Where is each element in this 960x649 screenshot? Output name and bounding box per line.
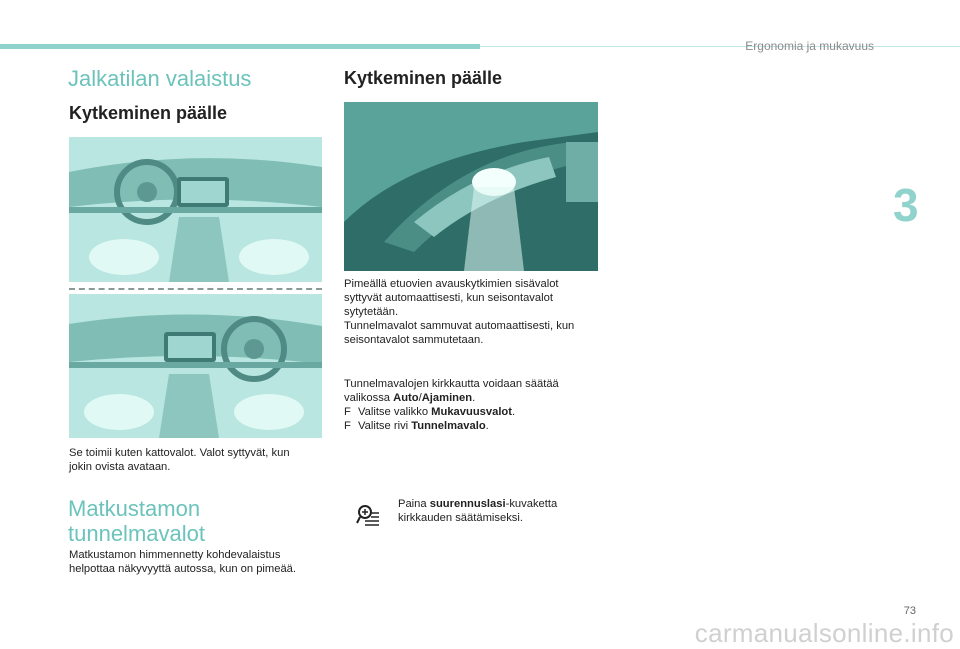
- door-handle-photo: [344, 102, 598, 271]
- magnifier-icon: [356, 503, 382, 529]
- caption-line: jokin ovista avataan.: [69, 461, 171, 473]
- footwell-photo-rhd: [69, 294, 322, 438]
- footwell-photo-lhd: [69, 137, 322, 282]
- body-line: Pimeällä etuovien avauskytkimien sisävalot: [344, 278, 559, 290]
- magnifier-note: [398, 497, 618, 525]
- body-line: Tunnelmavalot sammuvat automaattisesti, kun: [344, 320, 575, 332]
- bullet-icon: F: [344, 420, 351, 432]
- body-line: Matkustamon himmennetty kohdevalaistus: [69, 549, 281, 561]
- bullet-item: F Valitse valikko Mukavuusvalot.: [344, 406, 516, 418]
- body-line: Tunnelmavalojen kirkkautta voidaan säätää: [344, 378, 559, 390]
- interior-light-description: [344, 277, 604, 347]
- section-heading-right: Kytkeminen päälle: [344, 68, 503, 88]
- footwell-caption: [69, 446, 329, 474]
- top-accent-line: [480, 46, 960, 47]
- ambient-description: [69, 548, 329, 576]
- watermark: carmanualsonline.info: [694, 618, 954, 648]
- bullet-item: F Valitse rivi Tunnelmavalo.: [344, 420, 489, 432]
- title-line: tunnelmavalot: [68, 521, 205, 546]
- image-divider: [69, 288, 322, 290]
- body-line: helpottaa näkyvyyttä autossa, kun on pimeää.: [69, 563, 297, 575]
- brightness-instructions: [344, 377, 604, 433]
- bullet-icon: F: [344, 406, 351, 418]
- top-accent-bar: [0, 44, 480, 49]
- section-heading: Kytkeminen päälle: [69, 103, 228, 123]
- body-line: sytytetään.: [344, 306, 399, 318]
- body-line: syttyvät automaattisesti, kun seisontavalot: [344, 292, 553, 304]
- chapter-number: 3: [893, 179, 919, 231]
- body-line: Paina suurennuslasi-kuvaketta: [398, 498, 558, 510]
- page-number: 73: [903, 605, 916, 617]
- caption-line: Se toimii kuten kattovalot. Valot syttyvät, kun: [69, 447, 290, 459]
- page-title: Jalkatilan valaistus: [68, 66, 252, 91]
- section-label: Ergonomia ja mukavuus: [745, 39, 874, 53]
- body-line: kirkkauden säätämiseksi.: [398, 512, 523, 524]
- body-line: seisontavalot sammutetaan.: [344, 334, 484, 346]
- body-line: valikossa Auto/Ajaminen.: [344, 392, 476, 404]
- section-title-ambient: [68, 496, 205, 546]
- title-line: Matkustamon: [68, 496, 201, 521]
